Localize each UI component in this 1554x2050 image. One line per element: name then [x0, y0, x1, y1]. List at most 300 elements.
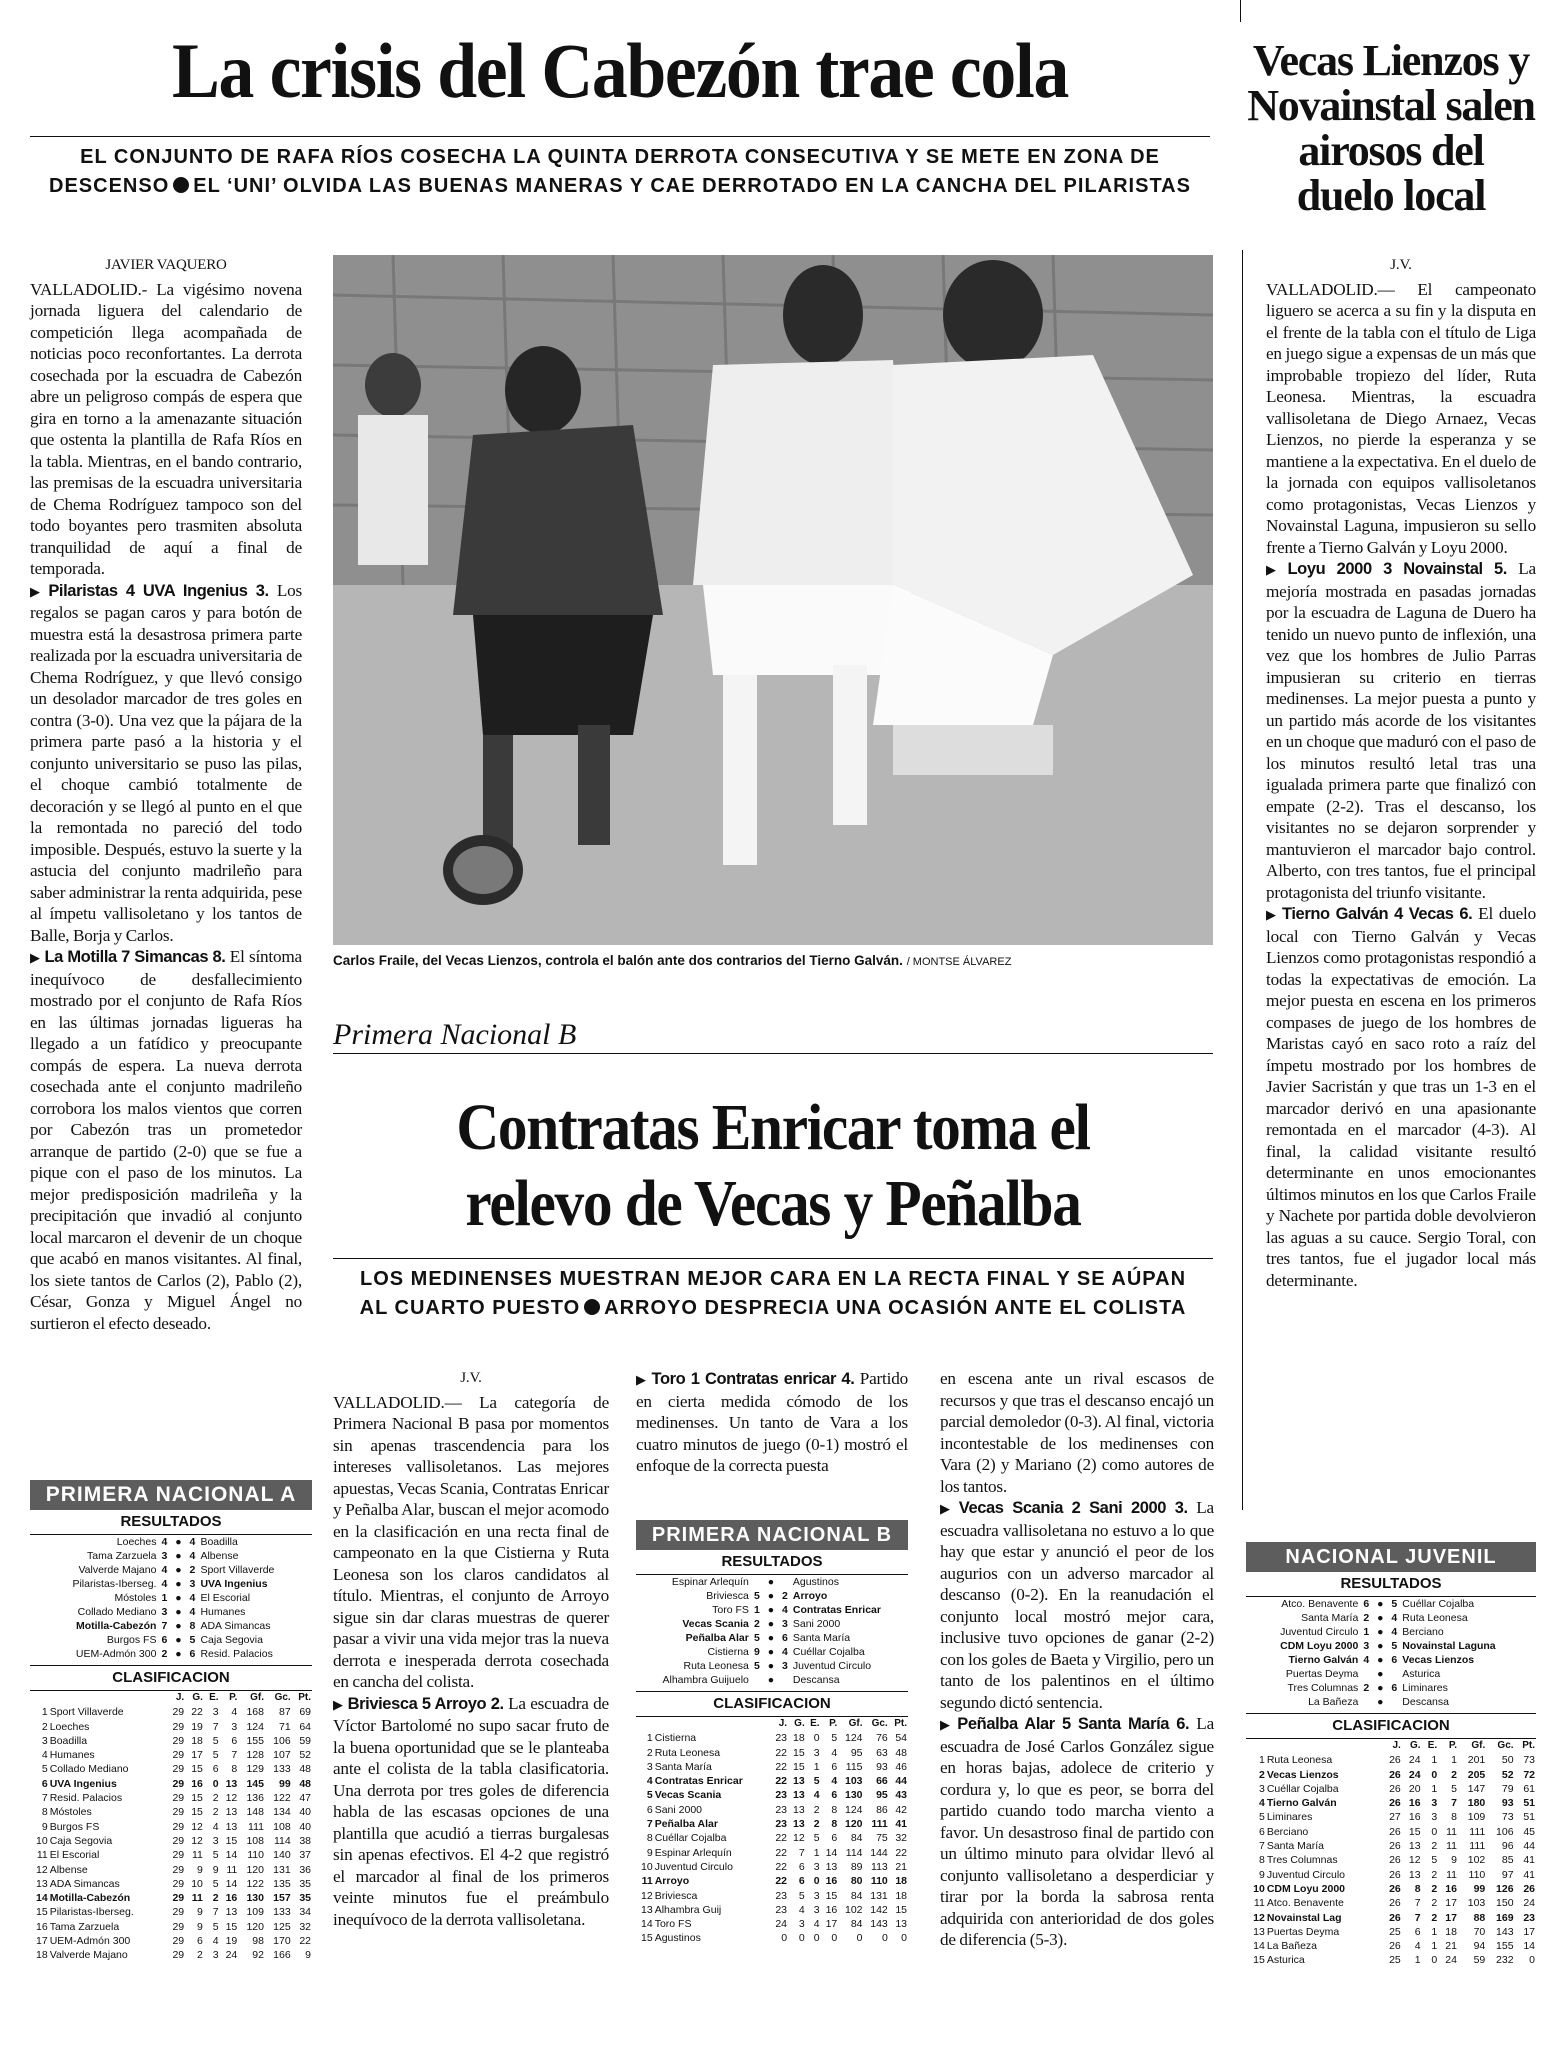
position: 7: [1258, 1840, 1265, 1853]
away-team: Contratas Enricar: [792, 1604, 881, 1616]
table-b-standings: [636, 1717, 908, 1946]
goals-against: 144: [870, 1846, 888, 1859]
team-name: Peñalba Alar: [654, 1818, 718, 1831]
won: 16: [1408, 1811, 1421, 1824]
lost: 4: [831, 1775, 838, 1788]
home-score: 2: [1363, 1612, 1370, 1624]
played: 26: [1389, 1797, 1401, 1810]
standings-row: [30, 1777, 312, 1791]
drawn: 2: [1431, 1897, 1438, 1910]
score-dot-icon: ●: [767, 1590, 775, 1602]
column-header: G.: [794, 1718, 805, 1729]
drawn: 5: [813, 1832, 820, 1845]
lost: 19: [225, 1935, 238, 1948]
goals-for: 136: [246, 1792, 264, 1805]
played: 29: [172, 1877, 185, 1890]
position: 11: [641, 1875, 653, 1888]
away-team: Arroyo: [792, 1590, 828, 1602]
drawn: 2: [813, 1818, 820, 1831]
home-team: Vecas Scania: [682, 1618, 749, 1630]
team-name: Arroyo: [654, 1875, 690, 1888]
drawn: 0: [813, 1875, 820, 1888]
goals-against: 71: [279, 1720, 291, 1733]
away-team: Boadilla: [200, 1536, 238, 1548]
goals-for: 109: [246, 1906, 264, 1919]
home-score: 4: [161, 1578, 168, 1590]
played: 23: [775, 1732, 788, 1745]
team-name: Tierno Galván: [1266, 1797, 1337, 1810]
arrow-right-icon: ▶: [30, 950, 41, 965]
home-team: Espinar Arlequín: [671, 1576, 749, 1588]
lost: 6: [831, 1760, 838, 1773]
won: 19: [191, 1720, 203, 1733]
drawn: 1: [1431, 1782, 1438, 1795]
second-section-4-lead: Peñalba Alar 5 Santa María 6.: [957, 1715, 1190, 1733]
points: 34: [299, 1906, 311, 1919]
points: 17: [1523, 1925, 1535, 1938]
away-score: 6: [1391, 1682, 1398, 1694]
column-header: Pt.: [298, 1692, 311, 1703]
position: 10: [36, 1834, 48, 1847]
standings-row: [30, 1834, 312, 1848]
standings-row: [1246, 1839, 1536, 1853]
drawn: 4: [212, 1820, 219, 1833]
played: 26: [1389, 1911, 1401, 1924]
team-name: Juventud Circulo: [1266, 1868, 1346, 1881]
played: 23: [775, 1803, 788, 1816]
drawn: 2: [1431, 1911, 1438, 1924]
standings-row: [636, 1746, 908, 1760]
second-byline: J.V.: [460, 1370, 482, 1386]
points: 42: [895, 1803, 907, 1816]
second-section-2: [636, 1368, 908, 1477]
lost: 9: [1451, 1854, 1457, 1867]
played: 29: [172, 1706, 185, 1719]
goals-for: 110: [1468, 1868, 1486, 1881]
played: 22: [775, 1846, 788, 1859]
away-team: Sani 2000: [792, 1618, 841, 1630]
lost: 16: [1445, 1882, 1457, 1895]
away-score: 4: [189, 1606, 196, 1618]
points: 45: [1523, 1825, 1535, 1838]
column-header: E.: [209, 1692, 219, 1703]
away-score: 6: [189, 1648, 196, 1660]
position: 9: [1258, 1868, 1265, 1881]
won: 22: [191, 1706, 203, 1719]
second-section-4-text: La escuadra de José Carlos González sigue en horas bajas, adolece de criterio y cordura y, lo que es peor, se borra del partido cuando todo marcha viento a favor. Un desastroso final de partido con un último minuto para olvidar llevó al conjunto vallisoletano a desperdiciar y tirar por la borda la sabrosa renta adquirida con anterioridad de dos goles de diferencia (5-3).: [940, 1714, 1214, 1949]
standings-row: [30, 1734, 312, 1748]
second-section-3-lead: Vecas Scania 2 Sani 2000 3.: [958, 1499, 1188, 1517]
drawn: 0: [212, 1777, 219, 1790]
lost: 15: [225, 1920, 238, 1933]
points: 18: [895, 1889, 907, 1902]
position: 15: [1253, 1954, 1265, 1967]
team-name: Tama Zarzuela: [49, 1920, 120, 1933]
played: 23: [775, 1903, 788, 1916]
team-name: Pilaristas-Iberseg.: [49, 1906, 134, 1919]
lost: 8: [231, 1763, 238, 1776]
points: 24: [1523, 1897, 1535, 1910]
result-row: [1246, 1667, 1536, 1681]
points: 40: [299, 1806, 311, 1819]
drawn: 3: [813, 1889, 820, 1902]
score-dot-icon: ●: [767, 1576, 775, 1588]
played: 29: [172, 1849, 185, 1862]
side-article-column: [1266, 255, 1536, 1291]
goals-against: 106: [1496, 1825, 1514, 1838]
team-name: Briviesca: [654, 1889, 698, 1902]
goals-against: 97: [1501, 1868, 1514, 1881]
drawn: 1: [1431, 1925, 1438, 1938]
goals-for: 80: [850, 1875, 863, 1888]
away-team: Liminares: [1402, 1682, 1448, 1694]
home-team: Valverde Majano: [78, 1564, 157, 1576]
goals-for: 124: [246, 1720, 264, 1733]
won: 15: [191, 1806, 203, 1819]
drawn: 3: [813, 1746, 820, 1759]
goals-against: 93: [1501, 1797, 1514, 1810]
standings-row: [30, 1948, 312, 1962]
away-team: Agustinos: [792, 1576, 839, 1588]
played: 29: [172, 1863, 185, 1876]
home-score: 2: [1363, 1682, 1370, 1694]
bullet-icon: [173, 177, 189, 193]
standings-row: [1246, 1896, 1536, 1910]
goals-against: 106: [273, 1734, 291, 1747]
score-dot-icon: ●: [767, 1618, 775, 1630]
result-row: [30, 1549, 312, 1563]
goals-for: 168: [246, 1706, 264, 1719]
position: 15: [36, 1906, 48, 1919]
second-headline-line-1: Contratas Enricar toma el: [456, 1091, 1090, 1164]
result-row: [30, 1647, 312, 1661]
drawn: 4: [813, 1789, 820, 1802]
played: 22: [775, 1760, 788, 1773]
standings-row: [636, 1731, 908, 1745]
standings-row: [30, 1720, 312, 1734]
team-name: UVA Ingenius: [49, 1777, 117, 1790]
goals-against: 155: [1496, 1940, 1514, 1953]
table-b-results-heading: RESULTADOS: [636, 1550, 908, 1575]
goals-against: 133: [273, 1763, 291, 1776]
score-dot-icon: ●: [175, 1648, 182, 1660]
position: 4: [1258, 1797, 1265, 1810]
column-header: J.: [175, 1692, 185, 1703]
played: 22: [775, 1860, 788, 1873]
away-score: [1387, 1695, 1401, 1709]
standings-row: [30, 1791, 312, 1805]
won: 12: [793, 1832, 805, 1845]
standings-row: [636, 1788, 908, 1802]
goals-for: 130: [246, 1892, 264, 1905]
standings-row: [30, 1891, 312, 1905]
goals-against: 170: [273, 1935, 291, 1948]
home-score: 3: [161, 1550, 168, 1562]
away-team: Humanes: [200, 1606, 246, 1618]
lost: 13: [825, 1860, 838, 1873]
goals-against: 143: [1496, 1925, 1514, 1938]
match-photo: [333, 255, 1213, 945]
main-kicker-part-a: DESCENSO: [49, 175, 170, 197]
played: 23: [775, 1889, 788, 1902]
result-row: [1246, 1597, 1536, 1611]
team-name: Cuéllar Cojalba: [654, 1832, 727, 1845]
home-team: Loeches: [116, 1536, 157, 1548]
played: 26: [1389, 1768, 1401, 1781]
played: 26: [1389, 1940, 1401, 1953]
standings-row: [1246, 1882, 1536, 1896]
second-section-1-text: La escuadra de Víctor Bartolomé no supo sacar fruto de la buena oportunidad que se le planteaba ante el colista de la tabla clasificatoria. Una derrota por tres goles de diferencia habla de las escasas opciones de una plantilla que acudió a tierras burgalesas sin apenas efectivos. El 4-2 que registró el marcador al final de los primeros veinte minutos fue el preámbulo inequívoco de la derrota vallisoletana.: [333, 1693, 609, 1929]
played: 22: [775, 1746, 788, 1759]
drawn: 6: [212, 1763, 219, 1776]
won: 20: [1408, 1782, 1421, 1795]
goals-for: 84: [850, 1918, 863, 1931]
played: 29: [172, 1820, 185, 1833]
goals-for: 103: [844, 1775, 863, 1788]
score-dot-icon: ●: [1377, 1696, 1384, 1708]
main-article-column: [30, 255, 302, 1334]
main-section-1-text: Los regalos se pagan caros y para botón de muestra está la desastrosa primera parte realizada por la escuadra universitaria de Chema Rodríguez, y que llevó consigo un desolador marcador de tres goles en contra (3-0). Una vez que la pájara de la primera parte pasó a la historia y el conjunto universitario se puso las pilas, el choque cambió totalmente de decoración y se llegó al punto en el que la remontada no pareció del todo imposible. Después, estuvo la suerte y la astucia del conjunto madrileño para saber administrar la renta adquirida, pese al ímpetu vallisoletano y los tantos de Balle, Borja y Carlos.: [30, 580, 302, 945]
header-spacer: [1266, 1739, 1382, 1753]
standings-row: [1246, 1939, 1536, 1953]
table-b-standings-heading: CLASIFICACION: [636, 1691, 908, 1717]
position: 14: [36, 1892, 48, 1905]
standings-header: [30, 1691, 312, 1705]
goals-for: 145: [246, 1777, 264, 1790]
goals-for: 120: [246, 1920, 264, 1933]
result-row: [636, 1617, 908, 1631]
team-name: Santa María: [1266, 1840, 1325, 1853]
points: 35: [299, 1877, 311, 1890]
won: 12: [191, 1820, 203, 1833]
away-score: 3: [189, 1578, 196, 1590]
position: 6: [1258, 1825, 1265, 1838]
second-kicker: [333, 1258, 1213, 1323]
won: 13: [793, 1818, 805, 1831]
goals-against: 131: [870, 1889, 888, 1902]
goals-for: 59: [1473, 1954, 1486, 1967]
goals-for: 148: [246, 1806, 264, 1819]
played: 25: [1389, 1954, 1401, 1967]
standings-row: [1246, 1925, 1536, 1939]
home-team: Peñalba Alar: [685, 1632, 749, 1644]
home-score: 7: [161, 1620, 168, 1632]
home-score: 1: [161, 1592, 168, 1604]
standings-header: [636, 1717, 908, 1731]
lost: 7: [1451, 1797, 1457, 1810]
result-row: [30, 1605, 312, 1619]
lost: 13: [225, 1906, 238, 1919]
goals-against: 52: [1501, 1768, 1514, 1781]
drawn: 2: [212, 1792, 219, 1805]
table-a-title: PRIMERA NACIONAL A: [30, 1480, 312, 1510]
position: 13: [641, 1903, 653, 1916]
points: 64: [299, 1720, 311, 1733]
team-name: Ruta Leonesa: [1266, 1754, 1333, 1767]
column-header: J.: [1392, 1740, 1401, 1751]
drawn: 5: [1431, 1854, 1438, 1867]
position: 8: [646, 1832, 653, 1845]
points: 22: [299, 1935, 311, 1948]
away-team: Vecas Lienzos: [1402, 1654, 1475, 1666]
home-team: Tama Zarzuela: [87, 1550, 157, 1562]
second-section-1-lead: Briviesca 5 Arroyo 2.: [347, 1694, 504, 1713]
home-score: 4: [1363, 1654, 1370, 1666]
won: 4: [798, 1903, 805, 1916]
lost: 12: [225, 1792, 238, 1805]
result-row: [636, 1659, 908, 1673]
won: 6: [1414, 1925, 1421, 1938]
won: 6: [798, 1860, 805, 1873]
points: 52: [299, 1749, 311, 1762]
side-headline: Vecas Lienzos y Novainstal salen airosos del duelo local: [1247, 36, 1535, 220]
away-team: Ruta Leonesa: [1402, 1612, 1468, 1624]
drawn: 7: [212, 1720, 219, 1733]
standings-row: [30, 1805, 312, 1819]
score-dot-icon: ●: [767, 1604, 775, 1616]
position: 12: [1253, 1911, 1265, 1924]
score-dot-icon: ●: [1377, 1682, 1384, 1694]
home-team: Santa María: [1301, 1612, 1359, 1624]
score-dot-icon: ●: [1377, 1654, 1384, 1666]
drawn: 0: [1431, 1768, 1438, 1781]
position: 13: [1253, 1925, 1265, 1938]
second-section-2-continued: en escena ante un rival escasos de recursos y que tras el descanso encajó un parcial demoledor (0-3). Al final, victoria incontestable de los medinenses con Vara (2) y Mariano (2) como autores de los tantos.: [940, 1369, 1214, 1496]
score-dot-icon: ●: [175, 1634, 182, 1646]
second-headline: [333, 1090, 1213, 1242]
main-section-2: [30, 946, 302, 1334]
standings-row: [636, 1817, 908, 1831]
side-divider: [1242, 250, 1243, 1510]
position: 1: [646, 1732, 653, 1745]
side-section-2-lead: Tierno Galván 4 Vecas 6.: [1281, 905, 1473, 923]
won: 7: [1414, 1897, 1421, 1910]
played: 22: [775, 1832, 788, 1845]
played: 29: [172, 1763, 185, 1776]
away-score: 4: [189, 1550, 196, 1562]
points: 23: [1523, 1911, 1535, 1924]
team-name: Santa María: [654, 1760, 712, 1773]
points: 37: [299, 1849, 311, 1862]
table-a-standings: [30, 1691, 312, 1963]
second-section-1: [333, 1693, 609, 1931]
home-team: Tierno Galván: [1288, 1654, 1359, 1666]
points: 48: [299, 1777, 311, 1790]
goals-against: 93: [876, 1760, 888, 1773]
second-kicker-part-b: ARROYO DESPRECIA UNA OCASIÓN ANTE EL COLISTA: [604, 1297, 1187, 1319]
won: 18: [191, 1734, 203, 1747]
result-row: [1246, 1695, 1536, 1709]
main-section-1-lead: Pilaristas 4 UVA Ingenius 3.: [48, 581, 269, 600]
standings-row: [1246, 1868, 1536, 1882]
standings-row: [636, 1831, 908, 1845]
goals-for: 111: [1469, 1825, 1486, 1838]
position: 2: [1258, 1768, 1265, 1781]
away-score: [778, 1673, 792, 1687]
score-dot-icon: ●: [175, 1564, 182, 1576]
standings-row: [1246, 1753, 1536, 1767]
column-header: E.: [1427, 1740, 1438, 1751]
goals-against: 142: [870, 1903, 888, 1916]
goals-against: 111: [871, 1818, 888, 1831]
won: 15: [1408, 1825, 1421, 1838]
points: 14: [1523, 1940, 1535, 1953]
team-name: Móstoles: [49, 1806, 92, 1819]
team-name: Cuéllar Cojalba: [1266, 1782, 1339, 1795]
points: 18: [895, 1875, 907, 1888]
position: 14: [641, 1918, 653, 1931]
lost: 11: [226, 1863, 238, 1876]
lost: 6: [231, 1734, 238, 1747]
away-score: 4: [1391, 1612, 1398, 1624]
away-team: Resid. Palacios: [200, 1648, 273, 1660]
team-name: Agustinos: [654, 1932, 701, 1945]
position: 5: [41, 1763, 48, 1776]
team-name: Contratas Enricar: [654, 1775, 743, 1788]
points: 9: [305, 1949, 311, 1962]
lost: 0: [831, 1932, 838, 1945]
won: 1: [1414, 1954, 1421, 1967]
points: 40: [299, 1820, 311, 1833]
position: 5: [1258, 1811, 1265, 1824]
result-row: [30, 1577, 312, 1591]
goals-against: 107: [273, 1749, 291, 1762]
lost: 15: [225, 1834, 238, 1847]
played: 29: [172, 1749, 185, 1762]
goals-against: 232: [1496, 1954, 1514, 1967]
score-dot-icon: ●: [175, 1550, 182, 1562]
won: 4: [1414, 1940, 1421, 1953]
lost: 5: [1451, 1782, 1457, 1795]
points: 0: [901, 1932, 907, 1945]
points: 36: [299, 1863, 311, 1876]
points: 46: [895, 1760, 907, 1773]
second-section-2-text: Partido en cierta medida cómodo de los medinenses. Un tanto de Vara a los cuatro minutos de juego (0-1) mostró el enfoque de la correcta puesta: [636, 1369, 908, 1475]
lost: 13: [225, 1806, 238, 1819]
lost: 4: [831, 1746, 838, 1759]
won: 7: [798, 1846, 805, 1859]
second-column-1: [333, 1368, 609, 1930]
column-header: J.: [778, 1718, 788, 1729]
standings-row: [30, 1877, 312, 1891]
goals-for: 115: [845, 1760, 863, 1773]
away-score: 4: [189, 1536, 196, 1548]
lost: 21: [1445, 1940, 1457, 1953]
score-dot-icon: ●: [767, 1632, 775, 1644]
column-header: Gc.: [871, 1718, 888, 1729]
position: 16: [36, 1920, 48, 1933]
home-team: Alhambra Guijuelo: [662, 1674, 749, 1686]
points: 51: [1523, 1797, 1535, 1810]
goals-against: 169: [1496, 1911, 1514, 1924]
goals-for: 102: [844, 1903, 863, 1916]
standings-row: [1246, 1768, 1536, 1782]
home-score: 5: [753, 1660, 760, 1672]
column-header: P.: [1448, 1740, 1457, 1751]
lost: 11: [1446, 1868, 1457, 1881]
position: 6: [646, 1803, 653, 1816]
goals-against: 0: [881, 1932, 888, 1945]
goals-for: 88: [1473, 1911, 1486, 1924]
team-name: Alhambra Guij: [654, 1903, 722, 1916]
home-score: 5: [753, 1632, 760, 1644]
home-team: Móstoles: [114, 1592, 157, 1604]
played: 26: [1389, 1882, 1401, 1895]
lost: 16: [825, 1903, 838, 1916]
lost: 5: [831, 1732, 838, 1745]
position: 2: [646, 1746, 653, 1759]
home-team: Collado Mediano: [77, 1606, 157, 1618]
